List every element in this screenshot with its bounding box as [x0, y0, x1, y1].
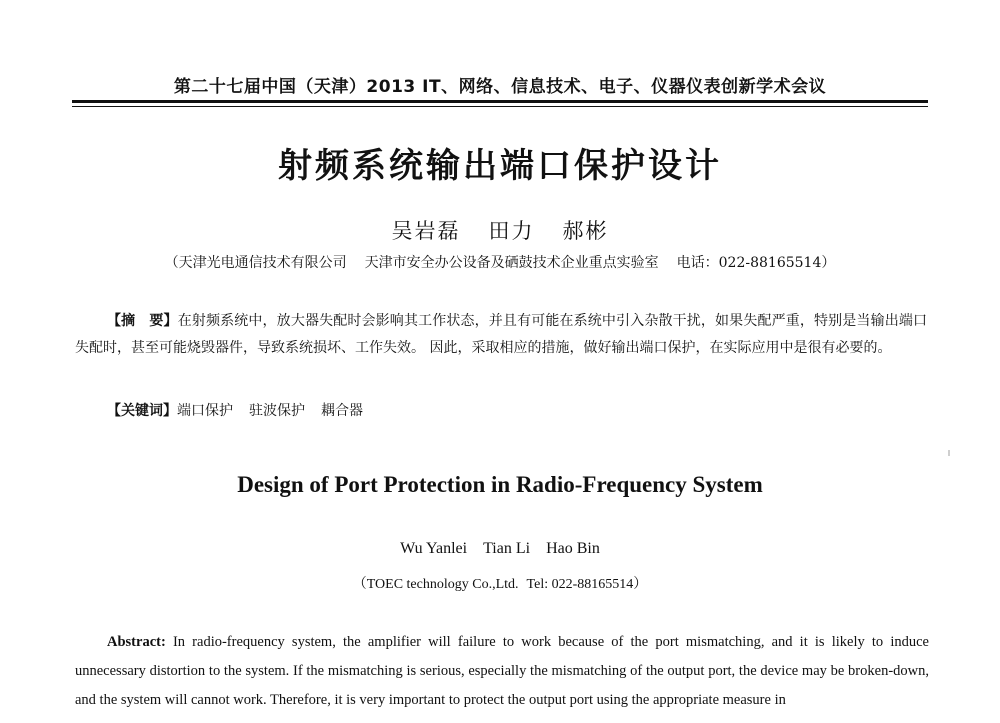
- chinese-keywords: [107, 400, 379, 420]
- chinese-affiliation: [0, 252, 1000, 272]
- english-affiliation: [0, 573, 1000, 593]
- cn-author-2: 田力: [488, 219, 535, 243]
- cn-author-3: 郝彬: [562, 219, 609, 243]
- keyword-2: 驻波保护: [249, 403, 305, 419]
- cn-abstract-label: 【摘 要】: [107, 313, 178, 329]
- chinese-abstract: [75, 308, 927, 362]
- cn-abstract-text: 在射频系统中，放大器失配时会影响其工作状态，并且有可能在系统中引入杂散干扰，如果失配严重，特别是当输出端口失配时，甚至可能烧毁器件，导致系统损坏、工作失效。 因此，采取相应的措施，做好输出端口保护，在实际应用中是很有必要的。: [75, 313, 927, 356]
- header-rule-thin: [72, 106, 928, 107]
- english-authors: [0, 540, 1000, 558]
- conference-header: 第二十七届中国（天津）2013 IT、网络、信息技术、电子、仪器仪表创新学术会议: [173, 77, 827, 97]
- cn-affiliation-org1: （天津光电通信技术有限公司: [164, 255, 347, 271]
- en-affiliation-org: （TOEC technology Co.,Ltd.: [352, 577, 519, 592]
- chinese-title: 射频系统输出端口保护设计: [278, 146, 722, 186]
- cn-affiliation-phone: 电话：022-88165514）: [676, 255, 836, 271]
- keyword-3: 耦合器: [321, 403, 363, 419]
- en-affiliation-phone: Tel: 022-88165514）: [526, 577, 648, 592]
- cn-keywords-label: 【关键词】: [107, 403, 177, 419]
- en-author-2: Tian Li: [483, 540, 531, 557]
- english-title: Design of Port Protection in Radio-Frequency System: [237, 472, 763, 497]
- en-author-1: Wu Yanlei: [400, 540, 468, 557]
- keyword-1: 端口保护: [177, 403, 233, 419]
- en-abstract-label: Abstract:: [107, 634, 166, 650]
- cn-author-1: 吴岩磊: [391, 219, 461, 243]
- cn-affiliation-org2: 天津市安全办公设备及硒鼓技术企业重点实验室: [364, 255, 659, 271]
- en-author-3: Hao Bin: [546, 540, 600, 557]
- en-abstract-text: In radio-frequency system, the amplifier will failure to work because of the port mismatching, and it is likely to induce unnecessary distortion to the system. If the mismatching is serious, especially the mismatching of the output port, the device may be broken-down, and the system will cannot work. Therefore, it is very important to protect the output port using the appropriate measure in: [75, 634, 929, 708]
- english-abstract: [75, 628, 929, 715]
- chinese-authors: [0, 215, 1000, 245]
- header-rule-thick: [72, 100, 928, 103]
- scan-mark: [948, 450, 950, 456]
